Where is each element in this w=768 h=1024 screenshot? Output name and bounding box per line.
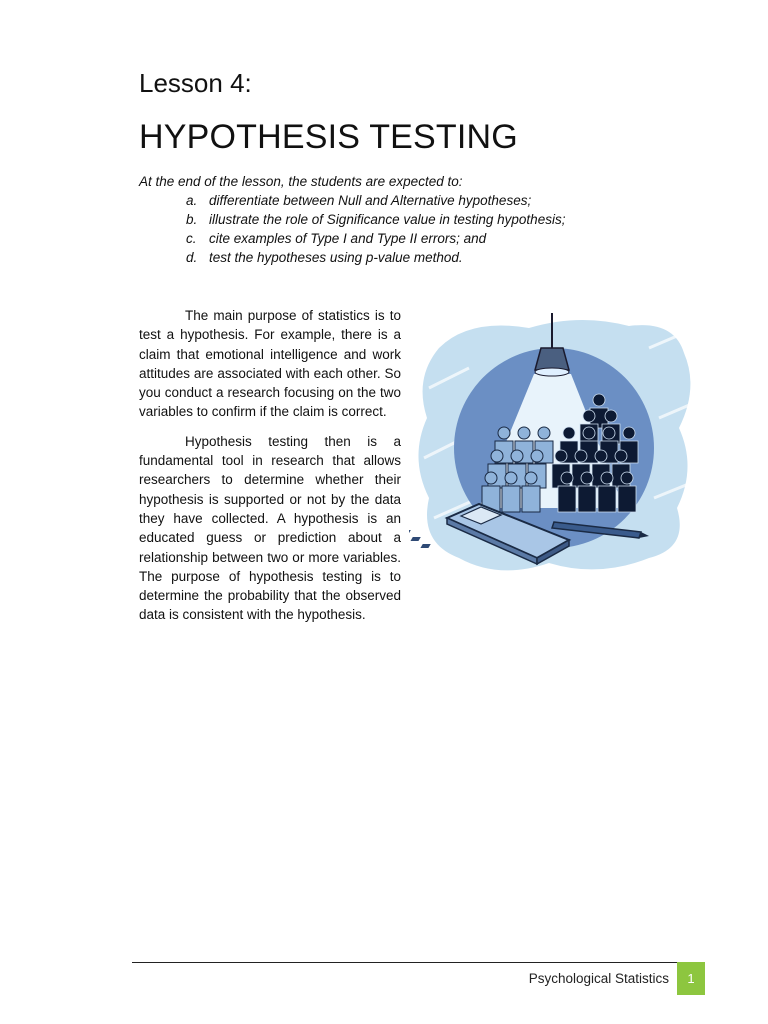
objective-text: differentiate between Null and Alternative hypotheses; [209, 193, 532, 208]
body-paragraph: The main purpose of statistics is to test a hypothesis. For example, there is a claim that emotional intelligence and work attitudes are associated with each other. So you conduct a research focusing on the two variables to confirm if the claim is correct. [139, 308, 401, 420]
objectives-list [139, 191, 699, 267]
page-number-badge: 1 [677, 962, 705, 995]
page-title: HYPOTHESIS TESTING [139, 118, 518, 156]
objective-marker: a. [186, 193, 198, 208]
objective-marker: d. [186, 250, 198, 265]
footer-course-title: Psychological Statistics [528, 971, 669, 986]
objectives-intro: At the end of the lesson, the students are expected to: [139, 174, 463, 189]
learning-objectives [139, 172, 699, 267]
objective-item [139, 248, 699, 267]
lesson-number: Lesson 4: [139, 68, 252, 98]
statistics-clipart-icon [409, 308, 699, 588]
objective-item [139, 229, 699, 248]
objective-text: cite examples of Type I and Type II errors; and [209, 231, 487, 246]
objective-marker: c. [186, 231, 197, 246]
objective-text: test the hypotheses using p-value method. [209, 250, 463, 265]
objective-item [139, 210, 699, 229]
objective-item [139, 191, 699, 210]
body-paragraph: Hypothesis testing then is a fundamental tool in research that allows researchers to determine whether their hypothesis is supported or not by the data they have collected. A hypothesis is an educated guess or prediction about a relationship between two or more variables. The purpose of hypothesis testing is to determine the probability that the observed data is consistent with the hypothesis. [139, 433, 401, 623]
footer-divider [132, 962, 678, 963]
lesson-body [139, 306, 699, 635]
objective-text: illustrate the role of Significance value in testing hypothesis; [209, 212, 566, 227]
objective-marker: b. [186, 212, 198, 227]
